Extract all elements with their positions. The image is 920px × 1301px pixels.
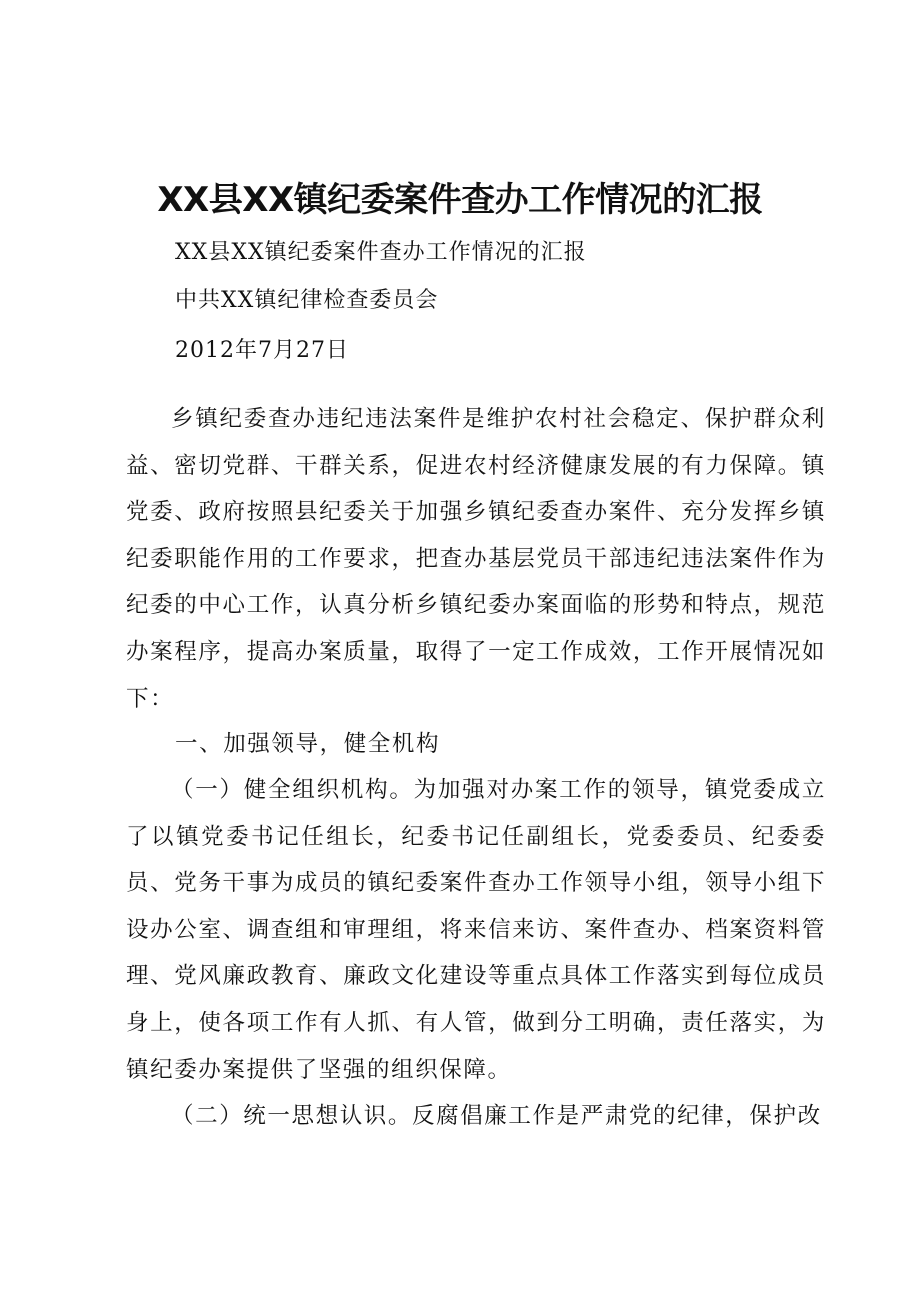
paragraph-thinking: （二）统一思想认识。反腐倡廉工作是严肃党的纪律，保护改 bbox=[171, 1103, 822, 1129]
document-title: XX县XX镇纪委案件查办工作情况的汇报 bbox=[157, 180, 763, 220]
section-heading: 一、加强领导，健全机构 bbox=[175, 731, 441, 757]
intro-paragraph: 乡镇纪委查办违纪违法案件是维护农村社会稳定、保护群众利益、密切党群、干群关系，促进农村经济健康发展的有力保障。镇党委、政府按照县纪委关于加强乡镇纪委查办案件、充分发挥乡镇纪委职能作用的工作要求，把查办基层党员干部违纪违法案件作为纪委的中心工作，认真分析乡镇纪委办案面临的形势和特点，规范办案程序，提高办案质量，取得了一定工作成效，工作开展情况如下： bbox=[126, 406, 826, 712]
issuing-organization: 中共XX镇纪律检查委员会 bbox=[175, 288, 439, 313]
paragraph-organization: （一）健全组织机构。为加强对办案工作的领导，镇党委成立了以镇党委书记任组长，纪委书记任副组长，党委委员、纪委委员、党务干事为成员的镇纪委案件查办工作领导小组，领导小组下设办公室、调查组和审理组，将来信来访、案件查办、档案资料管理、党风廉政教育、廉政文化建设等重点具体工作落实到每位成员身上，使各项工作有人抓、有人管，做到分工明确，责任落实，为镇纪委办案提供了坚强的组织保障。 bbox=[126, 777, 826, 1083]
document-date: 2012年7月27日 bbox=[175, 338, 349, 363]
document-subtitle: XX县XX镇纪委案件查办工作情况的汇报 bbox=[175, 240, 587, 265]
